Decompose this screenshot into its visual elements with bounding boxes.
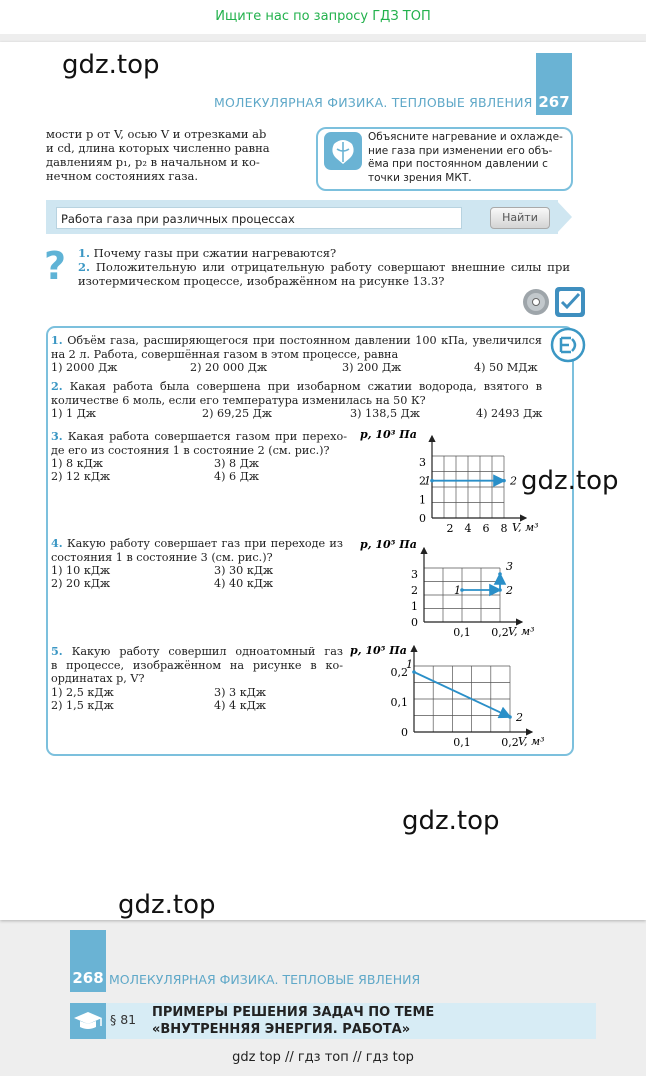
state-point (508, 715, 512, 719)
watermark: gdz.top (62, 50, 160, 80)
next-page-number: 268 (72, 969, 104, 987)
checklist-icon[interactable] (554, 286, 586, 318)
paragraph-line: и cd, длина которых численно равна (46, 141, 270, 155)
answer-option[interactable]: 2) 20 кДж (51, 577, 111, 590)
test-question-5: 5. Какую работу совершил одноатомный газ в процессе, изображённом на рисунке в ко- ординатах p, V? (51, 644, 343, 685)
x-tick-label: 6 (482, 522, 490, 532)
watermark: gdz.top (402, 806, 500, 836)
graph-2-pv-diagram (356, 536, 556, 640)
answer-option[interactable]: 3) 200 Дж (342, 361, 402, 374)
search-input[interactable]: Работа газа при различных процессах (56, 207, 462, 229)
search-button[interactable]: Найти (490, 207, 550, 229)
y-tick-label: 0,1 (390, 696, 408, 709)
answer-option[interactable]: 3) 8 Дж (214, 457, 260, 470)
state-label: 1 (406, 658, 413, 671)
x-tick-label: 0,2 (501, 736, 519, 749)
answer-option[interactable]: 2) 20 000 Дж (190, 361, 268, 374)
y-tick-label: 2 (419, 474, 426, 488)
page-number: 267 (538, 93, 570, 111)
next-chapter-title: МОЛЕКУЛЯРНАЯ ФИЗИКА. ТЕПЛОВЫЕ ЯВЛЕНИЯ (109, 972, 421, 987)
process-line (414, 672, 510, 717)
info-line: ние газа при изменении его объ- (368, 144, 553, 157)
paragraph (46, 127, 300, 183)
x-tick-label: 8 (500, 522, 508, 532)
answer-option[interactable]: 1) 2,5 кДж (51, 686, 114, 699)
question-item: 1. Почему газы при сжатии нагреваются? (78, 246, 337, 260)
paragraph-line: нечном состояниях газа. (46, 169, 198, 183)
x-tick-label: 0,1 (453, 736, 471, 749)
y-axis-label: p, 10⁵ Па (350, 644, 407, 657)
x-axis-label: V, м³ (512, 521, 539, 532)
y-tick-label: 1 (419, 493, 426, 507)
answer-option[interactable]: 3) 3 кДж (214, 686, 267, 699)
state-label: 1 (424, 474, 431, 488)
answer-option[interactable]: 4) 4 кДж (214, 699, 267, 712)
y-tick-label: 3 (411, 568, 418, 581)
state-point (498, 572, 502, 576)
answer-option[interactable]: 1) 10 кДж (51, 564, 111, 577)
y-axis-label: p, 10³ Па (360, 428, 417, 441)
question-item-cont: изотермическом процессе, изображённом на рисунке 13.3? (78, 274, 445, 288)
ege-icon (550, 327, 586, 363)
state-label: 2 (506, 584, 513, 597)
y-axis-label: p, 10⁵ Па (360, 538, 417, 551)
state-point (498, 588, 502, 592)
info-box-text (368, 131, 564, 185)
watermark: gdz.top (118, 890, 216, 920)
state-label: 2 (516, 711, 523, 724)
chapter-title: МОЛЕКУЛЯРНАЯ ФИЗИКА. ТЕПЛОВЫЕ ЯВЛЕНИЯ (214, 95, 533, 110)
info-line: Объясните нагревание и охлажде- (368, 131, 563, 143)
y-tick-label: 3 (419, 456, 426, 469)
x-axis-label: V, м³ (508, 625, 535, 638)
y-tick-label: 1 (411, 600, 418, 613)
answer-option[interactable]: 1) 8 кДж (51, 457, 104, 470)
answer-option[interactable]: 3) 30 кДж (214, 564, 274, 577)
y-tick-label: 0 (411, 616, 418, 629)
state-point (502, 479, 506, 483)
bottom-links[interactable]: gdz top // гдз топ // гдз top (232, 1050, 414, 1065)
section-number: § 81 (110, 1012, 137, 1027)
answer-option[interactable]: 3) 138,5 Дж (350, 407, 421, 420)
test-question-1: 1. Объём газа, расширяющегося при постоянном давлении 100 кПа, увеличился на 2 л. Работа, совершённая газом в этом процессе, равна (51, 333, 542, 361)
test-question-2: 2. Какая работа была совершена при изобарном сжатии водорода, взятого в количестве 6 моль, если его температура изменилась на 50 К? (51, 379, 543, 407)
y-tick-label: 0 (401, 726, 408, 739)
state-label: 3 (506, 560, 513, 573)
test-question-4: 4. Какую работу совершает газ при переходе из состояния 1 в состояние 3 (см. рис.)? (51, 536, 343, 564)
x-axis-label: V, м³ (518, 735, 545, 748)
answer-option[interactable]: 4) 50 МДж (474, 361, 538, 374)
graduation-cap-icon (70, 1003, 106, 1039)
question-item: 2. Положительную или отрицательную работу совершают внешние силы при (78, 260, 570, 274)
question-mark-icon: ? (44, 244, 67, 288)
state-label: 1 (454, 584, 461, 597)
y-tick-label: 2 (411, 584, 418, 597)
answer-option[interactable]: 2) 1,5 кДж (51, 699, 114, 712)
top-banner[interactable]: Ищите нас по запросу ГДЗ ТОП (0, 0, 646, 34)
x-tick-label: 0,2 (491, 626, 509, 639)
answer-option[interactable]: 4) 6 Дж (214, 470, 260, 483)
info-line: ёма при постоянном давлении с (368, 158, 548, 170)
answer-option[interactable]: 2) 69,25 Дж (202, 407, 273, 420)
paragraph-line: давлениям p₁, p₂ в начальном и ко- (46, 155, 260, 169)
x-tick-label: 2 (446, 522, 454, 532)
info-line: точки зрения МКТ. (368, 171, 472, 184)
test-question-3: 3. Какая работа совершается газом при перехо- де его из состояния 1 в состояние 2 (см. рис.)? (51, 429, 347, 457)
disc-icon[interactable] (522, 288, 550, 316)
answer-option[interactable]: 4) 2493 Дж (476, 407, 543, 420)
answer-option[interactable]: 1) 1 Дж (51, 407, 97, 420)
state-label: 2 (510, 474, 517, 488)
answer-option[interactable]: 1) 2000 Дж (51, 361, 118, 374)
section-title: ПРИМЕРЫ РЕШЕНИЯ ЗАДАЧ ПО ТЕМЕ «ВНУТРЕННЯЯ ЭНЕРГИЯ. РАБОТА» (152, 1005, 435, 1037)
brain-icon (324, 132, 362, 170)
search-bar-arrow (556, 200, 572, 234)
x-tick-label: 4 (464, 522, 472, 532)
y-tick-label: 0,2 (390, 666, 408, 679)
graph-3-pv-diagram (350, 640, 556, 750)
watermark: gdz.top (521, 466, 619, 496)
answer-option[interactable]: 4) 40 кДж (214, 577, 274, 590)
answer-option[interactable]: 2) 12 кДж (51, 470, 111, 483)
y-tick-label: 0 (419, 512, 426, 525)
paragraph-line: мости p от V, осью V и отрезками ab (46, 127, 267, 141)
x-tick-label: 0,1 (453, 626, 471, 639)
questions (78, 246, 570, 288)
